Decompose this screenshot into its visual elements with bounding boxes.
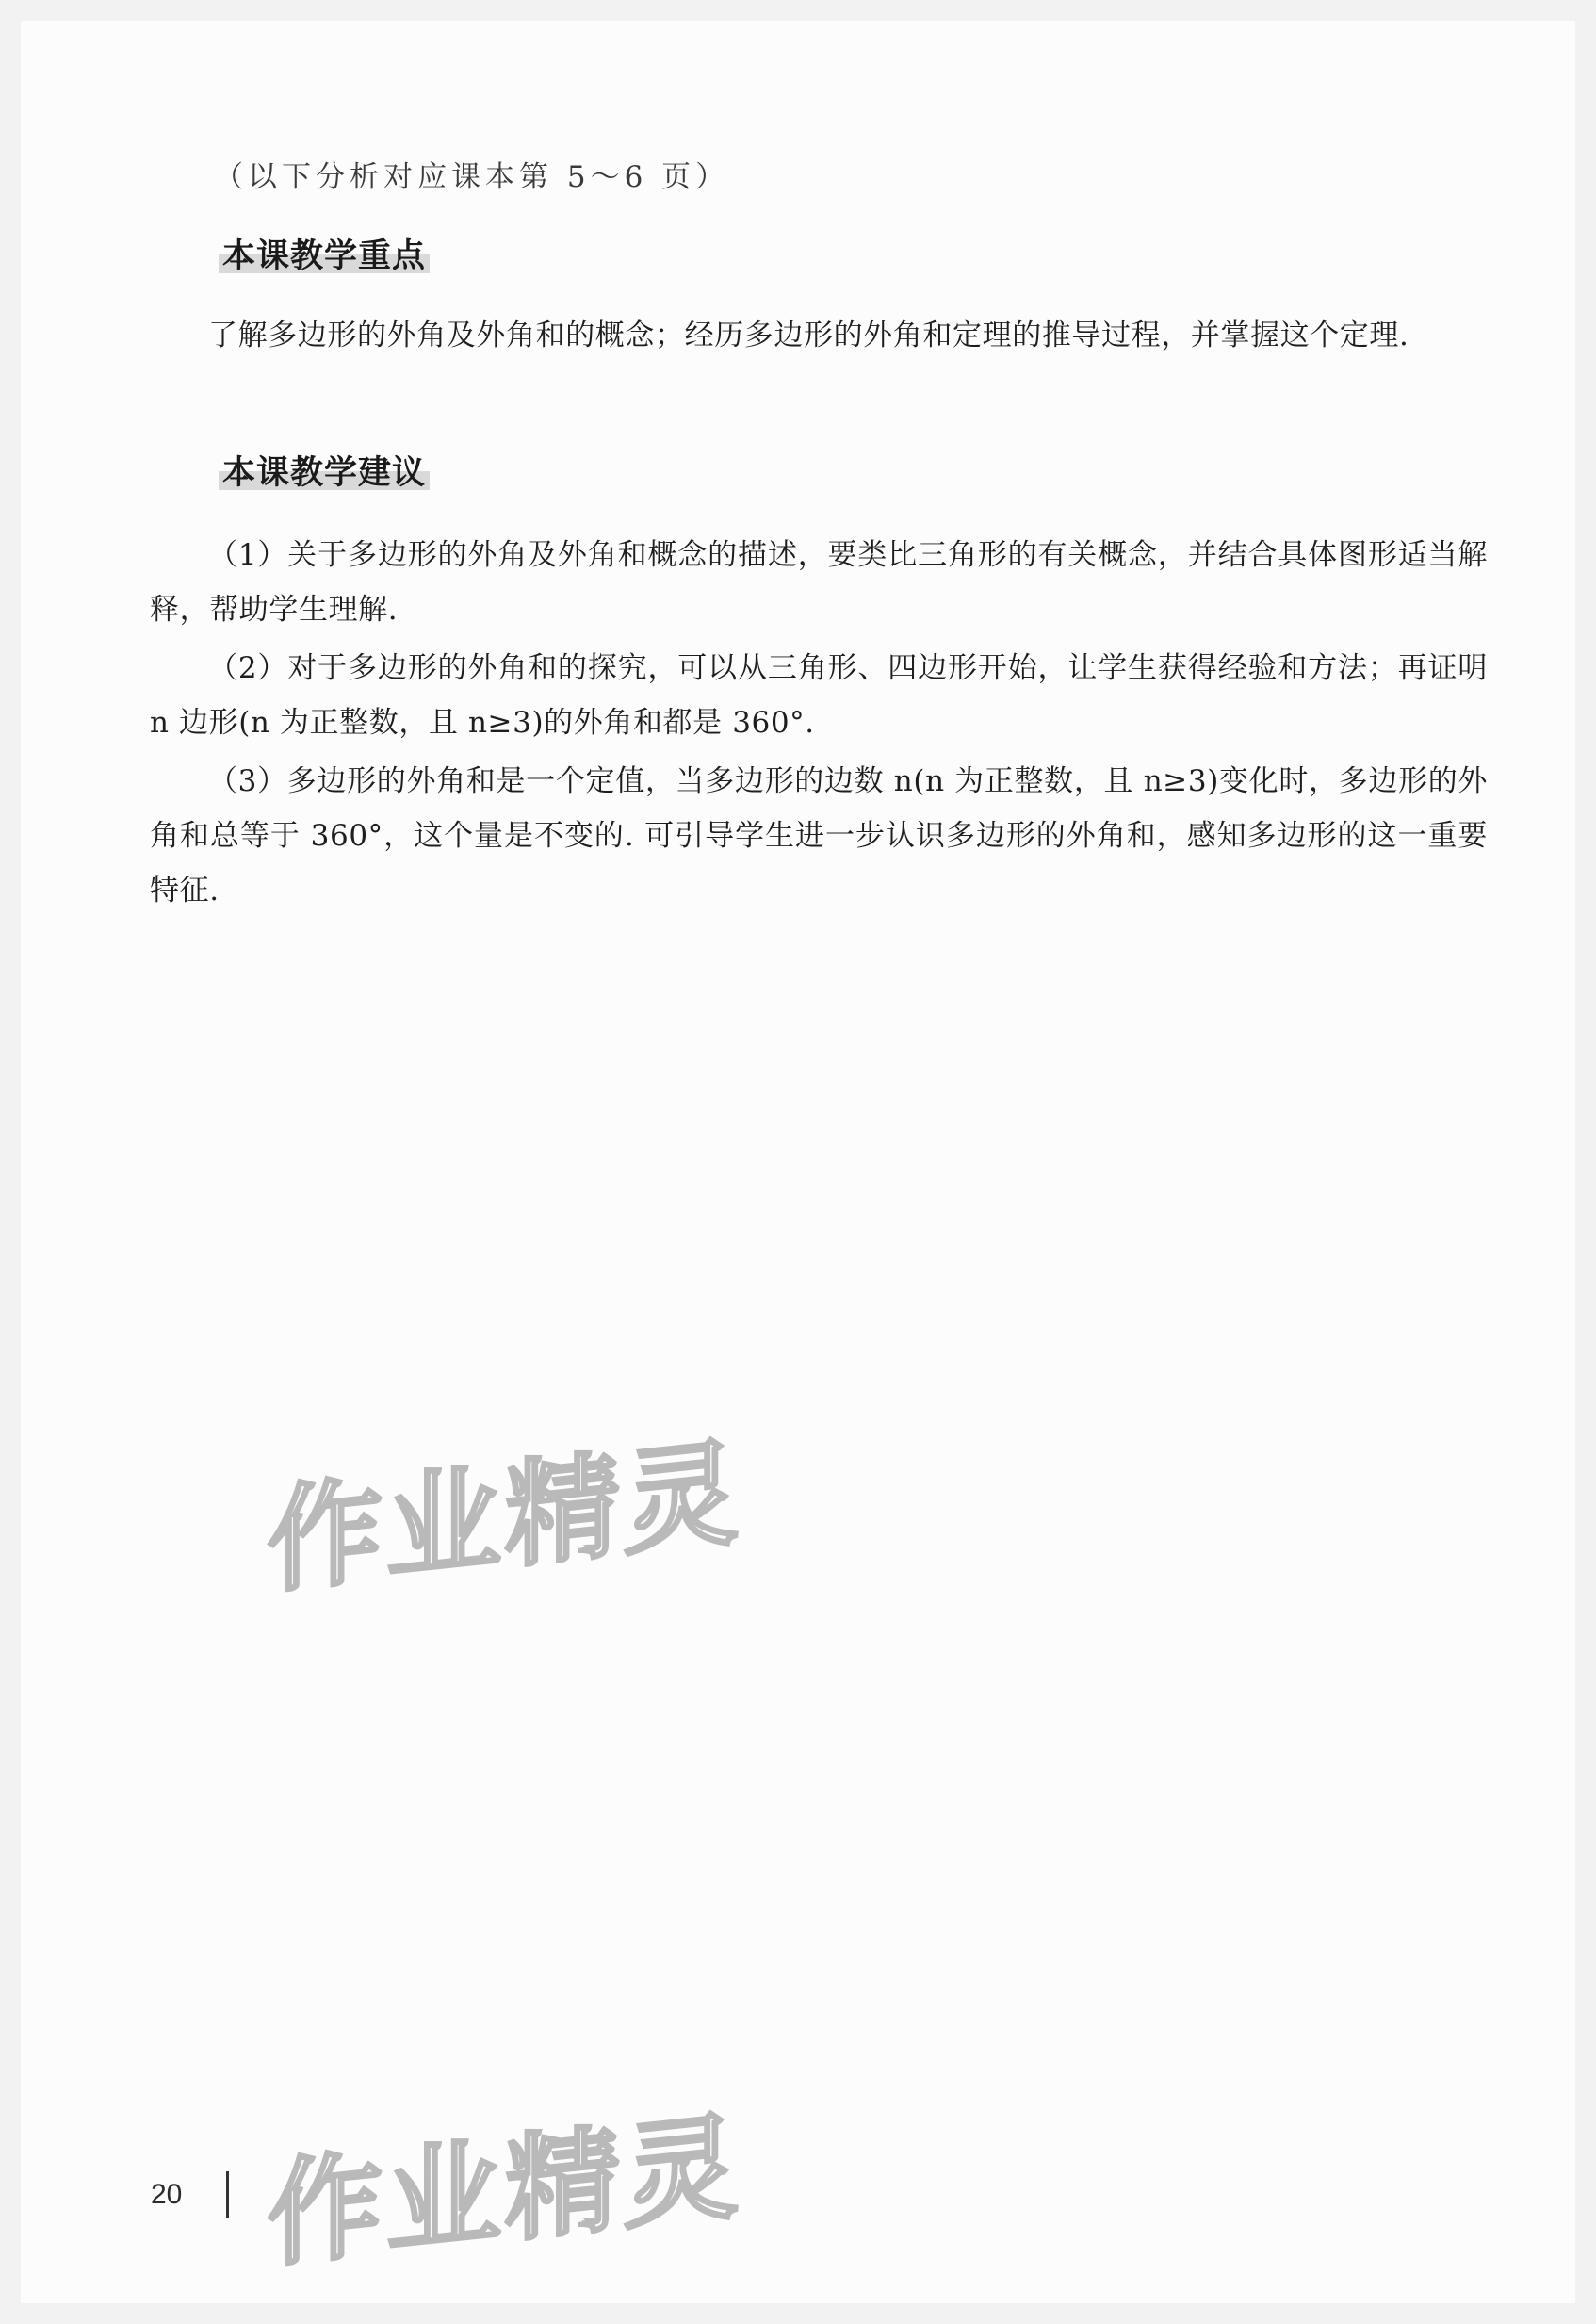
teaching-advice-item-1: （1）关于多边形的外角及外角和概念的描述，要类比三角形的有关概念，并结合具体图形适当解释，帮助学生理解. — [150, 538, 1488, 627]
textbook-page-range-note: （以下分析对应课本第 5～6 页） — [214, 160, 730, 194]
page-number: 20 — [151, 2179, 183, 2210]
teaching-focus-text: 了解多边形的外角及外角和的概念；经历多边形的外角和定理的推导过程，并掌握这个定理. — [208, 319, 1409, 352]
document-page — [21, 21, 1575, 2303]
teaching-focus-heading: 本课教学重点 — [219, 230, 430, 277]
teaching-advice-heading: 本课教学建议 — [219, 447, 430, 494]
watermark-logo-footer: 作业精灵 — [268, 2099, 742, 2283]
teaching-advice-item-3: （3）多边形的外角和是一个定值，当多边形的边数 n(n 为正整数，且 n≥3)变化时，多边形的外角和总等于 360°，这个量是不变的. 可引导学生进一步认识多边形的外角和，感知多边形的这一重要特征. — [150, 764, 1488, 908]
teaching-advice-item-2: （2）对于多边形的外角和的探究，可以从三角形、四边形开始，让学生获得经验和方法；再证明 n 边形(n 为正整数，且 n≥3)的外角和都是 360°. — [150, 651, 1488, 740]
watermark-logo: 作业精灵 — [268, 1425, 742, 1610]
page-number-divider — [226, 2171, 229, 2218]
